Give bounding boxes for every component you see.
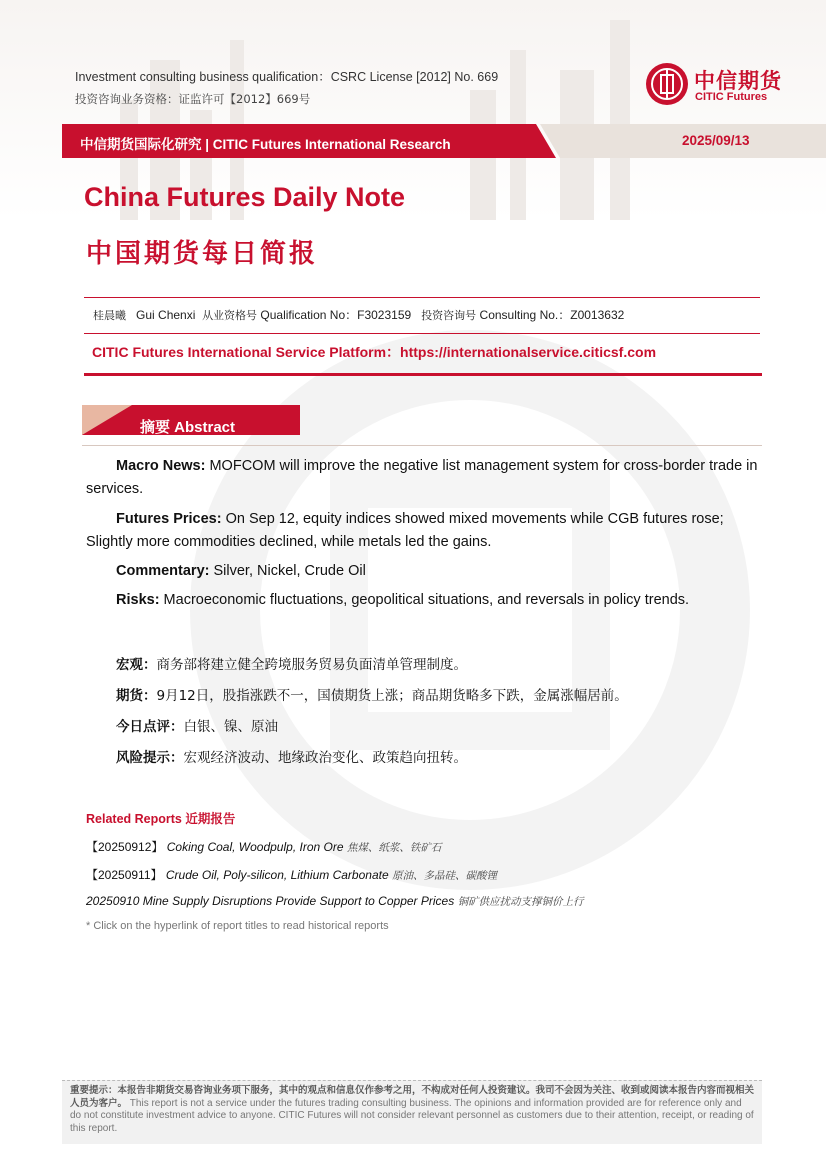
- logo-text-en: CITIC Futures: [695, 91, 768, 103]
- disclaimer-en: This report is not a service under the futures trading consulting business. The opinions and information provided are for reference only and do not constitute investment advice to anyone. CITIC Futures will not consider relevant personnel as customers due to their attention, receipt, or reading of this report.: [70, 1097, 754, 1134]
- abstract-futures: [86, 508, 758, 554]
- related-report-link[interactable]: [86, 866, 497, 883]
- consulting-label-cn: 投资咨询号: [421, 309, 477, 322]
- futures-label: Futures Prices:: [116, 511, 222, 527]
- citic-futures-logo: [646, 63, 796, 109]
- macro-label: Macro News:: [116, 458, 206, 474]
- disclaimer-cn: 重要提示：本报告非期货交易咨询业务项下服务，其中的观点和信息仅作参考之用，不构成对任何人投资建议。我司不会因为关注、收到或阅读本报告内容而视相关人员为客户。: [70, 1085, 755, 1109]
- skyline-building: [610, 20, 630, 220]
- abstract-commentary-cn: [116, 715, 278, 735]
- commentary-label-cn: 今日点评：: [116, 719, 184, 735]
- abstract-divider: [82, 445, 762, 446]
- related-report-link[interactable]: [86, 838, 441, 855]
- divider-thick: [84, 373, 762, 376]
- commentary-label: Commentary:: [116, 563, 210, 579]
- abstract-macro-cn: [116, 653, 467, 673]
- related-reports-heading: Related Reports 近期报告: [86, 812, 236, 826]
- qualification-number: Qualification No：F3023159: [260, 308, 412, 322]
- qualification-label-cn: 从业资格号: [202, 309, 258, 322]
- abstract-risks: [86, 589, 758, 612]
- service-platform-link[interactable]: CITIC Futures International Service Platform：https://internationalservice.citicsf.com: [92, 344, 657, 360]
- related-report-link[interactable]: [86, 894, 584, 909]
- divider: [84, 333, 760, 334]
- macro-text-cn: 商务部将建立健全跨境服务贸易负面清单管理制度。: [156, 657, 467, 673]
- analyst-name-en: Gui Chenxi: [136, 308, 196, 322]
- risks-text: Macroeconomic fluctuations, geopolitical situations, and reversals in policy trends.: [159, 592, 690, 608]
- report-title-en: 20250910 Mine Supply Disruptions Provide Support to Copper Prices: [86, 894, 455, 908]
- report-date-tag: 【20250911】: [86, 868, 163, 882]
- abstract-commentary: [86, 560, 758, 583]
- hyperlink-note: * Click on the hyperlink of report titles to read historical reports: [86, 920, 389, 932]
- disclaimer-box: [62, 1080, 762, 1144]
- page-title-cn: 中国期货每日简报: [86, 239, 319, 269]
- abstract-heading: 摘要 Abstract: [140, 419, 236, 436]
- qualification-cn: 投资咨询业务资格：证监许可【2012】669号: [75, 92, 311, 106]
- report-title-en: Crude Oil, Poly-silicon, Lithium Carbonate: [165, 868, 389, 882]
- logo-icon: [646, 63, 688, 105]
- abstract-macro: [86, 455, 758, 501]
- analyst-name-cn: 桂晨曦: [93, 309, 126, 322]
- risks-label: Risks:: [116, 592, 160, 608]
- risks-text-cn: 宏观经济波动、地缘政治变化、政策趋向扭转。: [183, 750, 467, 766]
- risks-label-cn: 风险提示：: [116, 750, 184, 766]
- abstract-risks-cn: [116, 746, 467, 766]
- analyst-info: [93, 306, 624, 323]
- abstract-futures-cn: [116, 684, 628, 704]
- logo-text-cn: 中信期货: [694, 69, 782, 93]
- report-title-en: Coking Coal, Woodpulp, Iron Ore: [166, 840, 344, 854]
- page-title: China Futures Daily Note: [84, 182, 406, 212]
- futures-label-cn: 期货：: [116, 688, 157, 704]
- report-date-tag: 【20250912】: [86, 840, 164, 854]
- divider: [84, 297, 760, 298]
- report-title-cn: 铜矿供应扰动支撑铜价上行: [457, 896, 584, 908]
- futures-text: On Sep 12, equity indices showed mixed movements while CGB futures rose; Slightly more commodities declined, while metals led the gains.: [86, 511, 724, 550]
- consulting-number: Consulting No.：Z0013632: [479, 308, 625, 322]
- research-band-label: 中信期货国际化研究 | CITIC Futures International Research: [80, 137, 451, 152]
- report-title-cn: 原油、多晶硅、碳酸锂: [391, 870, 497, 882]
- report-date: 2025/09/13: [682, 133, 750, 148]
- macro-text: MOFCOM will improve the negative list management system for cross-border trade in services.: [86, 458, 758, 497]
- futures-text-cn: 9月12日，股指涨跌不一，国债期货上涨；商品期货略多下跌，金属涨幅居前。: [156, 688, 628, 704]
- report-title-cn: 焦煤、纸浆、铁矿石: [346, 842, 442, 854]
- commentary-text-cn: 白银、镍、原油: [183, 719, 278, 735]
- macro-label-cn: 宏观：: [116, 657, 157, 673]
- commentary-text: Silver, Nickel, Crude Oil: [209, 563, 366, 579]
- qualification-en: Investment consulting business qualification：CSRC License [2012] No. 669: [75, 70, 499, 84]
